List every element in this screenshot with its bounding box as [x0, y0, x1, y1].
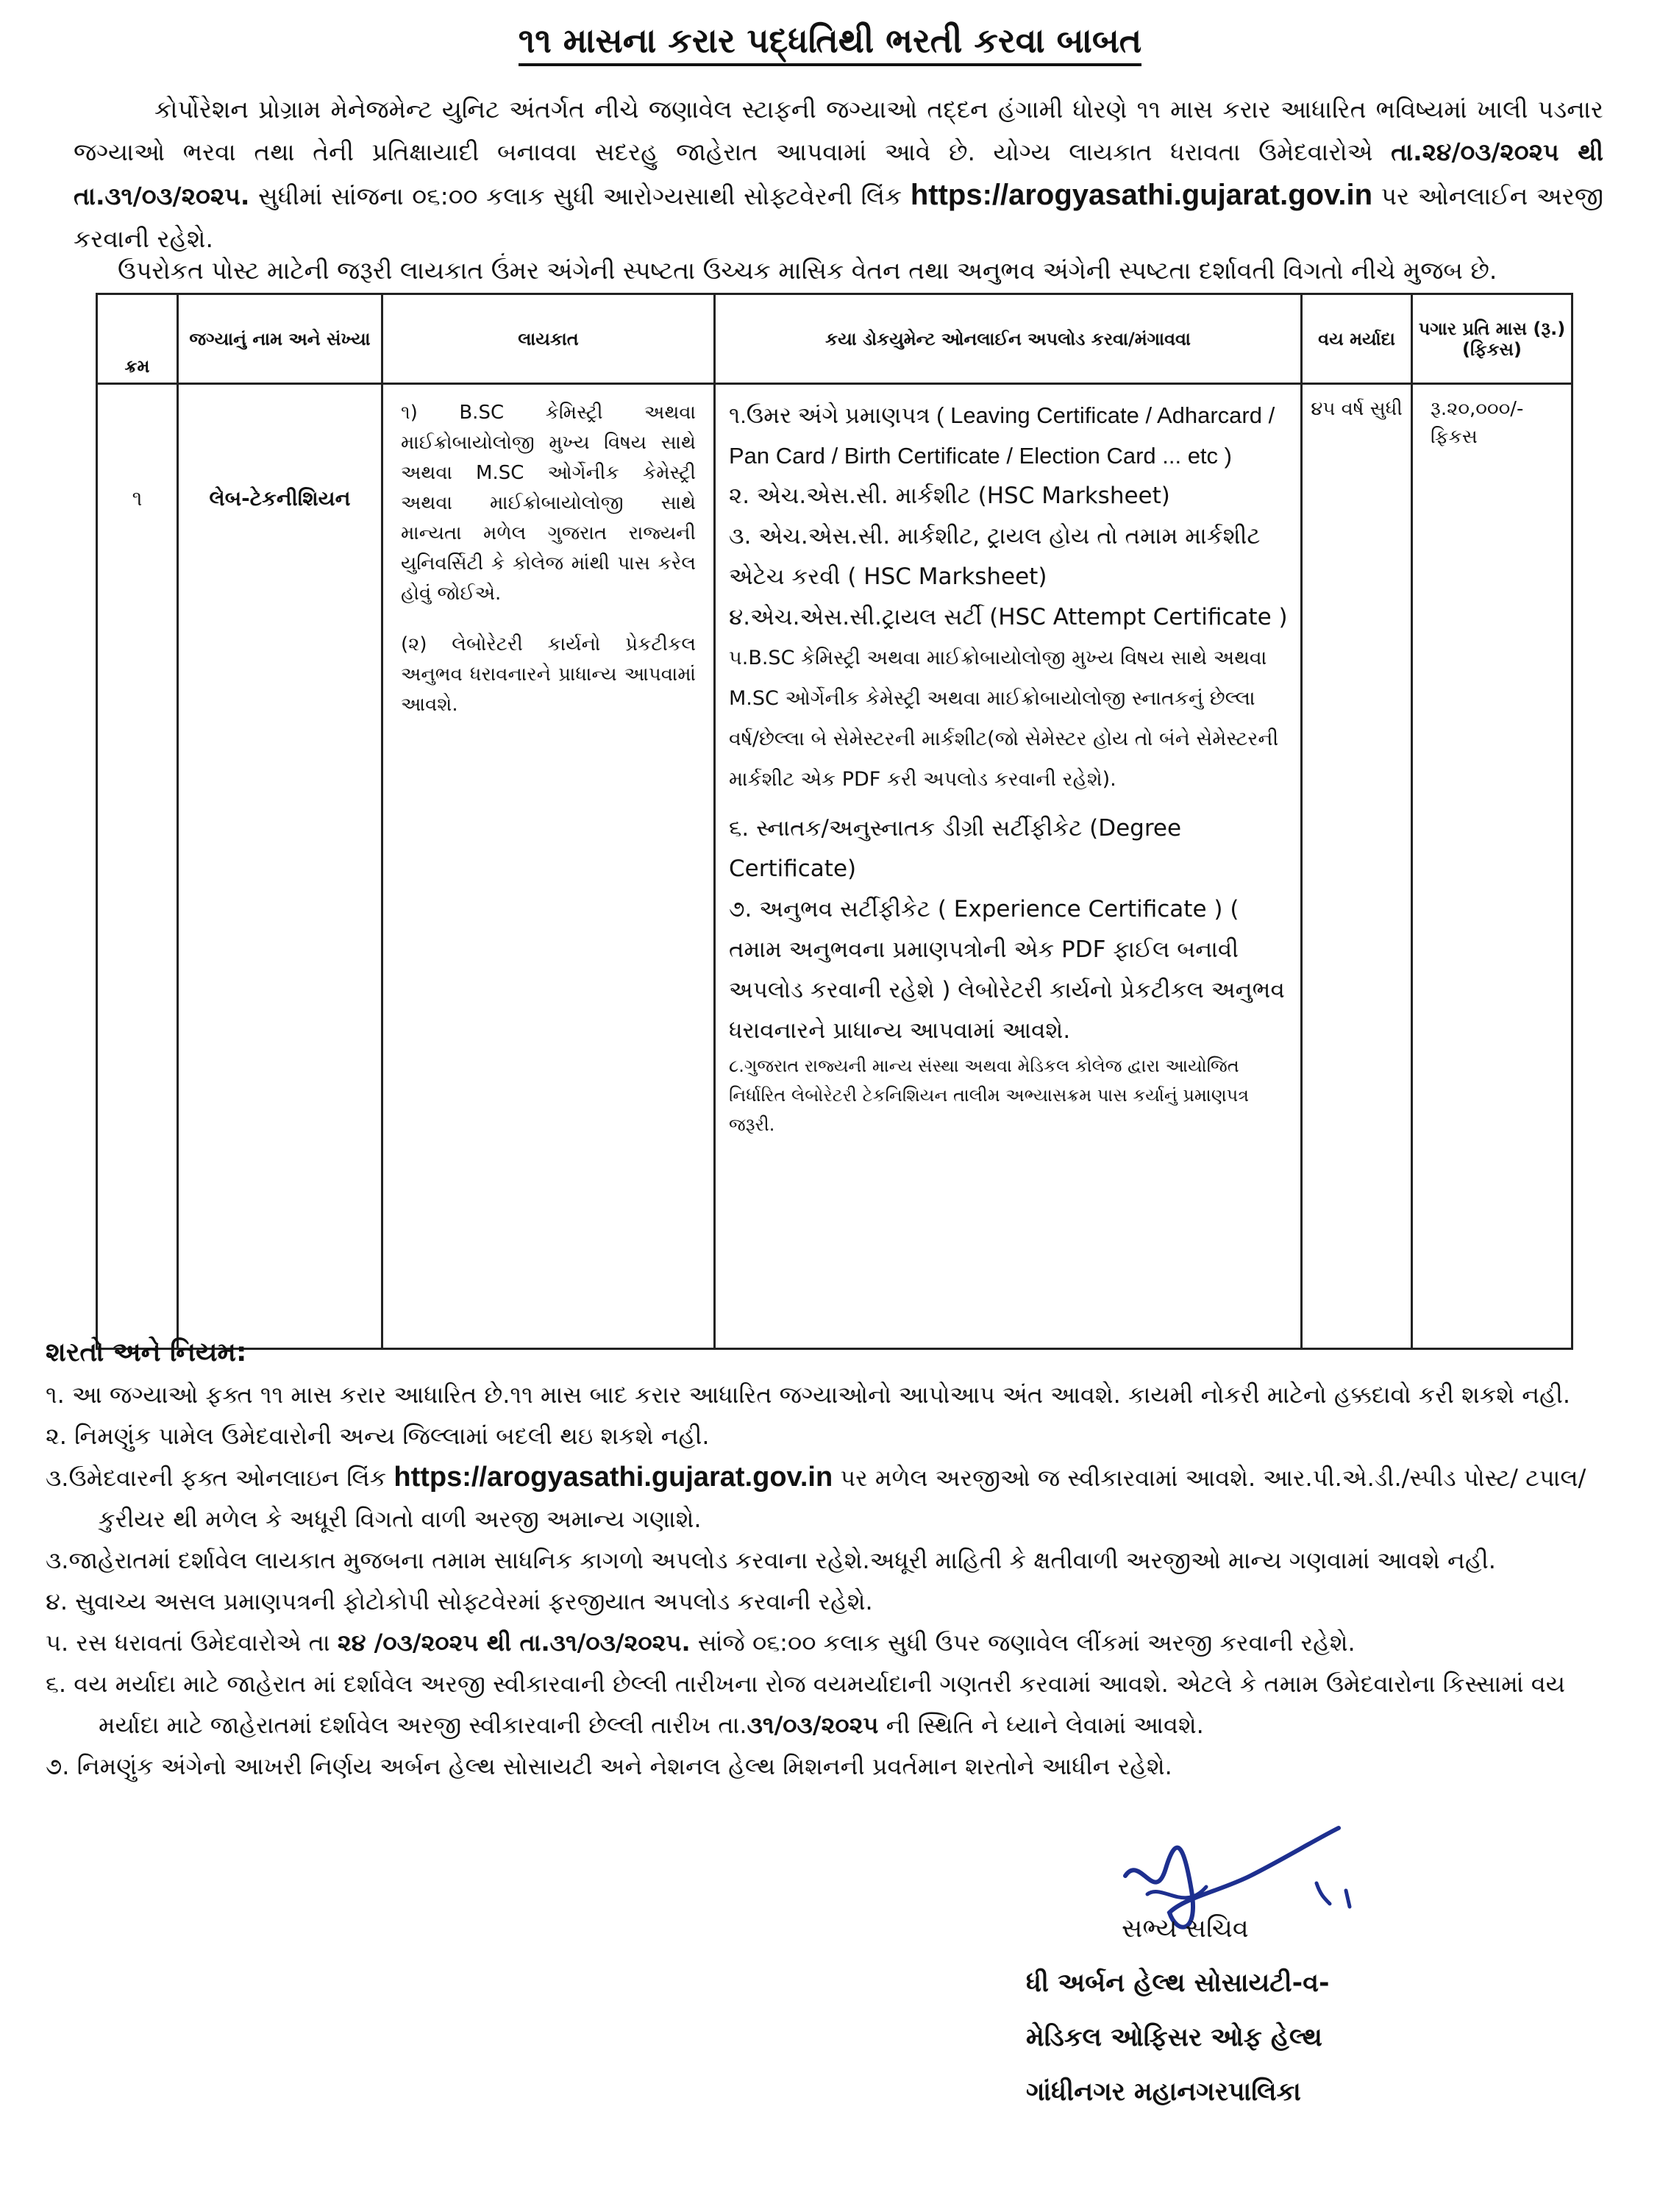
term-text: સાંજે ૦૬:૦૦ કલાક સુધી ઉપર જણાવેલ લીંકમાં અરજી કરવાની રહેશે. [697, 1629, 1356, 1657]
signatory-office: મેડિકલ ઓફિસર ઓફ હેલ્થ [1026, 2023, 1322, 2052]
intro-paragraph [74, 88, 1603, 260]
header-qualification: લાયકાત [382, 294, 715, 384]
intro-text: કોર્પોરેશન પ્રોગ્રામ મેનેજમેન્ટ યુનિટ અંતર્ગત નીચે જણાવેલ સ્ટાફની જગ્યાઓ તદ્દન હંગામી ધોરણે ૧૧ માસ કરાર આધારિત ભવિષ્યમાં ખાલી પડનાર જગ્યાઓ ભરવા તથા તેની પ્રતિક્ષાયાદી બનાવવા સદરહુ જાહેરાત આપવામાં આવે છે. યોગ્ય લાયકાત ધરાવતા ઉમેદવારોએ [74, 95, 1603, 166]
document-item: ૩. એચ.એસ.સી. માર્કશીટ, ટ્રાયલ હોય તો તમામ માર્કશીટ એટેચ કરવી ( HSC Marksheet) [729, 523, 1261, 590]
term-date: ૩૧/૦૩/૨૦૨૫ [747, 1711, 879, 1739]
qualification-item: (૨) લેબોરેટરી કાર્યનો પ્રેકટીકલ અનુભવ ધરાવનારને પ્રાધાન્ય આપવામાં આવશે. [401, 633, 696, 716]
signatory-city: ગાંધીનગર મહાનગરપાલિકા [1026, 2077, 1301, 2107]
terms-heading: શરતો અને નિયમ: [46, 1337, 247, 1368]
term-text: ૫. રસ ધરાવતાં ઉમેદવારોએ તા [46, 1629, 330, 1657]
application-date-range: તા.૨૪/૦૩/૨૦૨૫ થી તા.૩૧/૦૩/૨૦૨૫. [74, 138, 1603, 210]
term-text: ૩.ઉમેદવારની ફક્ત ઓનલાઇન લિંક [46, 1464, 387, 1492]
cell-qualification [382, 384, 715, 1349]
page-title: ૧૧ માસના કરાર પદ્ધતિથી ભરતી કરવા બાબત [0, 21, 1660, 62]
header-pay: પગાર પ્રતિ માસ (રૂ.) (ફિકસ) [1412, 294, 1572, 384]
document-item: ૧.ઉમર અંગે પ્રમાણપત્ર ( Leaving Certificate / Adharcard / Pan Card / Birth Certificate / Election Card ... etc ) [729, 402, 1275, 469]
intro-line-2: ઉપરોકત પોસ્ટ માટેની જરૂરી લાયકાત ઉંમર અંગેની સ્પષ્ટતા ઉચ્ચક માસિક વેતન તથા અનુભવ અંગેની સ્પષ્ટતા દર્શાવતી વિગતો નીચે મુજબ છે. [118, 256, 1497, 285]
qualification-item: ૧) B.SC કેમિસ્ટ્રી અથવા માઈક્રોબાયોલોજી મુખ્ય વિષય સાથે અથવા M.SC ઓર્ગેનીક કેમેસ્ટ્રી અથવા માઈક્રોબાયોલોજી સાથે માન્યતા મળેલ ગુજરાત રાજ્યની યુનિવર્સિટી કે કોલેજ માંથી પાસ કરેલ હોવું જોઈએ. [401, 402, 696, 605]
document-item: ૬. સ્નાતક/અનુસ્નાતક ડીગ્રી સર્ટીફીકેટ (Degree Certificate) [729, 815, 1182, 882]
term-item [46, 1663, 1612, 1746]
arogyasathi-link[interactable]: https://arogyasathi.gujarat.gov.in [910, 179, 1373, 211]
document-item: ૪.એચ.એસ.સી.ટ્રાયલ સર્ટી (HSC Attempt Certificate ) [729, 604, 1288, 630]
term-text: પર મળેલ અરજીઓ જ સ્વીકારવામાં આવશે. આર.પી.એ.ડી./સ્પીડ પોસ્ટ/ ટપાલ/ કુરીયર થી મળેલ કે અધૂરી વિગતો વાળી અરજી અમાન્ય ગણાશે. [99, 1464, 1586, 1533]
document-item: ૭. અનુભવ સર્ટીફીકેટ ( Experience Certificate ) ( તમામ અનુભવના પ્રમાણપત્રોની એક PDF ફાઈલ બનાવી અપલોડ કરવાની રહેશે ) લેબોરેટરી કાર્યનો પ્રેકટીકલ અનુભવ ધરાવનારને પ્રાધાન્ય આપવામાં આવશે. [729, 896, 1285, 1044]
term-text: ની સ્થિતિ ને ધ્યાને લેવામાં આવશે. [886, 1711, 1204, 1739]
terms-list [46, 1374, 1612, 1787]
signatory-title: સભ્ય સચિવ [1122, 1914, 1249, 1943]
term-dates: ૨૪ /૦૩/૨૦૨૫ થી તા.૩૧/૦૩/૨૦૨૫. [337, 1629, 691, 1657]
posts-table [96, 293, 1573, 1350]
term-item [46, 1457, 1612, 1540]
intro-text-3: પર ઓનલાઈન અરજી કરવાની રહેશે. [74, 182, 1603, 253]
term-item: ૪. સુવાચ્ય અસલ પ્રમાણપત્રની ફોટોકોપી સોફ્ટવેરમાં ફરજીયાત અપલોડ કરવાની રહેશે. [46, 1587, 873, 1615]
term-item: ૧. આ જગ્યાઓ ફક્ત ૧૧ માસ કરાર આધારિત છે.૧૧ માસ બાદ કરાર આધારિત જગ્યાઓનો આપોઆપ અંત આવશે. કાયમી નોકરી માટેનો હક્કદાવો કરી શકશે નહી. [46, 1381, 1571, 1409]
cell-sr: ૧ [97, 384, 178, 1349]
header-age: વય મર્યાદા [1302, 294, 1412, 384]
term-text: ૬. વય મર્યાદા માટે જાહેરાત માં દર્શાવેલ અરજી સ્વીકારવાની છેલ્લી તારીખના રોજ વયમર્યાદાની ગણતરી કરવામાં આવશે. એટલે કે તમામ ઉમેદવારોના કિસ્સામાં વય મર્યાદા માટે જાહેરાતમાં દર્શાવેલ અરજી સ્વીકારવાની છેલ્લી તારીખ તા. [46, 1670, 1565, 1739]
table-row [97, 384, 1572, 1349]
document-item: ૫.B.SC કેમિસ્ટ્રી અથવા માઈક્રોબાયોલોજી મુખ્ય વિષય સાથે અથવા M.SC ઓર્ગેનીક કેમેસ્ટ્રી અથવા માઈક્રોબાયોલોજી સ્નાતકનું છેલ્લા વર્ષ/છેલ્લા બે સેમેસ્ટરની માર્કશીટ(જો સેમેસ્ટર હોય તો બંને સેમેસ્ટરની માર્કશીટ એક PDF કરી અપલોડ કરવાની રહેશે). [729, 647, 1279, 791]
term-item: ૨. નિમણુંક પામેલ ઉમેદવારોની અન્ય જિલ્લામાં બદલી થઇ શકશે નહી. [46, 1422, 710, 1450]
signature-block [1026, 1902, 1330, 2119]
intro-text-2: સુધીમાં સાંજના ૦૬:૦૦ કલાક સુધી આરોગ્યસાથી સોફ્ટવેરની લિંક [258, 182, 902, 210]
cell-age: ૪૫ વર્ષ સુધી [1302, 384, 1412, 1349]
term-item: ૩.જાહેરાતમાં દર્શાવેલ લાયકાત મુજબના તમામ સાધનિક કાગળો અપલોડ કરવાના રહેશે.અધૂરી માહિતી કે ક્ષતીવાળી અરજીઓ માન્ય ગણવામાં આવશે નહી. [46, 1546, 1496, 1574]
cell-documents [715, 384, 1302, 1349]
table-header-row [97, 294, 1572, 384]
term-item [46, 1622, 1612, 1663]
header-post: જગ્યાનું નામ અને સંખ્યા [178, 294, 382, 384]
arogyasathi-link[interactable]: https://arogyasathi.gujarat.gov.in [393, 1462, 833, 1493]
header-documents: કયા ડોકયુમેન્ટ ઓનલાઈન અપલોડ કરવા/મંગાવવા [715, 294, 1302, 384]
cell-pay: રૂ.૨૦,૦૦૦/- ફિકસ [1412, 384, 1572, 1349]
document-item: ૨. એચ.એસ.સી. માર્કશીટ (HSC Marksheet) [729, 483, 1170, 509]
term-item: ૭. નિમણુંક અંગેનો આખરી નિર્ણય અર્બન હેલ્થ સોસાયટી અને નેશનલ હેલ્થ મિશનની પ્રવર્તમાન શરતોને આધીન રહેશે. [46, 1752, 1172, 1780]
signatory-org: ધી અર્બન હેલ્થ સોસાયટી-વ- [1026, 1969, 1330, 1998]
document-item: ૮.ગુજરાત રાજ્યની માન્ય સંસ્થા અથવા મેડિકલ કોલેજ દ્વારા આયોજિત નિર્ધારિત લેબોરેટરી ટેકનિશિયન તાલીમ અભ્યાસક્રમ પાસ કર્યાનું પ્રમાણપત્ર જરૂરી. [729, 1056, 1249, 1135]
header-sr: ક્રમ [97, 294, 178, 384]
cell-post: લેબ-ટેકનીશિયન [178, 384, 382, 1349]
